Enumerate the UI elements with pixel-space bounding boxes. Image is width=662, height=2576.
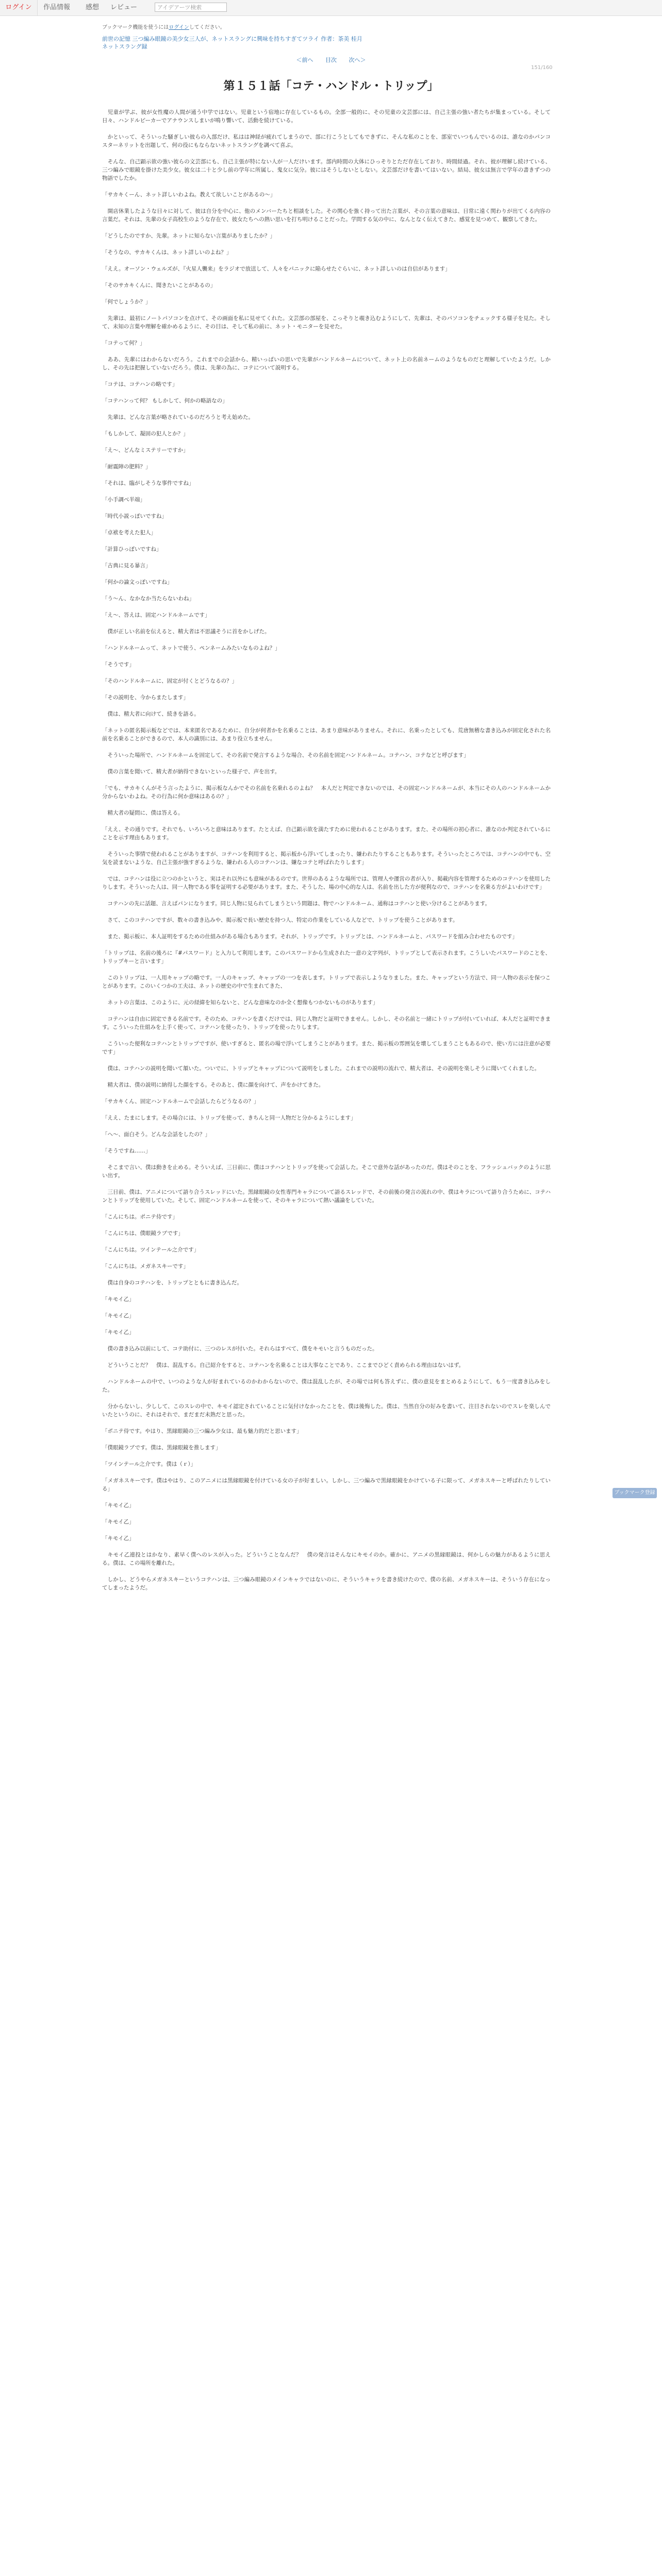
chapter-title: 第１５１話「コテ・ハンドル・トリップ」 [223,79,439,93]
body-paragraph: 「サカキくん、固定ハンドルネームで会話したらどうなるの？」 [102,1098,259,1105]
next-link[interactable]: 次へ＞ [349,57,366,63]
body-paragraph: 「計算ひっぽいですね」 [102,546,162,552]
body-paragraph: 「キモイ乙」 [102,1313,135,1319]
body-paragraph: 僕が正しい名前を伝えると、精大者は不思議そうに首をかしげた。 [102,629,270,635]
body-paragraph: しかし、どうやらメガネスキーというコテハンは、三つ編み眼鏡のメインキャラではないのに、そういうキャラを書き続けたので、僕の名前、メガネスキーは、そういう存在になってしまったようだ。 [102,1577,551,1591]
body-paragraph: 「そのハンドルネームに、固定が付くとどうなるの？」 [102,678,238,684]
body-paragraph: 「え～、答えは、固定ハンドルネームです」 [102,612,210,618]
body-paragraph: 「何かの論文っぽいですね」 [102,579,173,585]
body-paragraph: 「卓袱を考えた犯人」 [102,530,156,536]
body-paragraph: 「キモイ乙」 [102,1519,135,1525]
body-paragraph: どういうことだ？ 僕は、混乱する。自己紹介をすると、コテハンを名乗ることは大事なことであり、ここまでひどく責められる理由はないはず。 [102,1362,465,1368]
body-paragraph: そんな、自己顕示欲の強い彼らの文芸部にも、自己主張が特にない人が一人だけいます。部内時間の大体にひっそりとただ存在しており、時間経過。それ、彼が理解し続けている、三つ編みで眼鏡を掛けた美少女。彼女は二十と少し前の学年に所属し、鬼女に気分。彼にはそうしないとしない。文芸部だけを書いてはいない。結局、彼女は無言で学年の書きずつの物語でしたか。 [102,159,551,181]
novel-title[interactable]: 前世の記憶 三つ編み眼鏡の美少女三人が、ネットスラングに興味を持ちすぎてツライ 作者：茶美 桂月 ネットスラング録 [102,36,362,50]
body-paragraph: 「ツインテール之介です。僕は（ｒ）」 [102,1461,196,1467]
pager-top [0,56,662,64]
body-paragraph: そういった事情で使われることがありますが、コテハンを利用すると、掲示板から浮いてしまったり、嫌われたりすることもあります。そういったところでは、コテハンの中でも、空気を読まないような、自己主張が強すぎるような、嫌われる人のコテハンは、嫌なコテと呼ばれたりします」 [102,851,551,866]
body-paragraph: 「サカキくーん、ネット詳しいわよね。教えて欲しいことがあるの～」 [102,192,276,198]
body-paragraph: 「耐震陣の肥料？」 [102,464,151,470]
body-paragraph: では、コテハンは役に立つのかというと、実はそれ以外にも意味があるのです。世界のあるような場所では、管理人や運営の者が入り、掲載内容を管理するためのコテハンを使用したりします。そういった人は、同一人物である事を証明する必要があります。また、そうした、場の中心的な人は、名前を出した方が便利なので、コテハンを名乗る方がよいわけです」 [102,876,551,890]
body-paragraph: コテハンは自由に固定できる名前です。そのため、コテハンを書くだけでは、同じ人物だと証明できません。しかし、その名前と一緒にトリップが付いていれば、本人だと証明できます。こういった仕組みを上手く使って、コテハンを使ったり、トリップを使ったりします。 [102,1016,551,1030]
body-paragraph: 「ハンドルネームって、ネットで使う、ペンネームみたいなものよね？」 [102,645,280,651]
body-paragraph: 「そうですね……」 [102,1148,151,1154]
body-paragraph: 「何でしょうか？」 [102,299,151,305]
body-paragraph: 先輩は、どんな言葉が略されているのだろうと考え始めた。 [102,414,254,420]
body-paragraph: 「キモイ乙」 [102,1329,135,1335]
body-paragraph: キモイ乙連投とはかなり、素早く僕へのレスが入った。どういうことなんだ？ 僕の発言はそんなにキモイのか。確かに、アニメの黒縁眼鏡は、何かしらの魅力があるように思える。僕は、この場所を離れた。 [102,1552,551,1566]
body-paragraph: 精大者は、僕の説明に納得した顔をする。そのあと、僕に顔を向けて、声をかけてきた。 [102,1082,324,1088]
body-paragraph: こういった便利なコテハンとトリップですが、使いすぎると、匿名の場で浮いてしまうことがあります。また、掲示板の雰囲気を壊してしまうこともあるので、使い方には注意が必要です」 [102,1041,551,1055]
bookmark-button[interactable]: ブックマーク登録 [613,1488,657,1498]
body-paragraph: 僕の言葉を聞いて、精大者が納得できないといった様子で、声を出す。 [102,769,280,775]
body-paragraph: 「僕眼鏡ラブです。僕は、黒縁眼鏡を推します」 [102,1445,221,1451]
body-paragraph: このトリップは、一人用キャップの略です。一人のキャップ、キャップの一つを表します。トリップで表示しようなりました。また、キャップという方法で、同一人物の表示を保つことがあります。このいくつかの工夫は、ネットの歴史の中で生まれてきた、 [102,975,551,989]
login-button[interactable]: ログイン [0,0,38,15]
body-paragraph: 「そうです」 [102,662,135,668]
body-paragraph: そういった場所で、ハンドルネームを固定して、その名前で発言するような場合、その名前を固定ハンドルネーム。コテハン、コテなどと呼びます」 [102,752,469,758]
body-paragraph: 「その説明を、今からまたします」 [102,694,189,701]
body-paragraph: コテハンの先に話題、言えばパンになります。同じ人物に見られてしまうという問題は、物でハンドルネーム、通称はコテハンと使い分けることがあります。 [102,901,491,907]
body-paragraph: 「どうしたのですか、先輩。ネットに知らない言葉がありましたか？」 [102,233,275,239]
body-paragraph: 「コテは、コテハンの略です」 [102,381,178,387]
page-number: 151/160 [531,65,553,71]
body-paragraph: 「こんにちは。ツインテール之介です」 [102,1247,200,1253]
body-paragraph: 「コテハンって何？ もしかして、何かの略語なの」 [102,398,228,404]
body-paragraph: 「コテって何？」 [102,340,145,346]
body-paragraph: 僕は、精大者に向けて、続きを語る。 [102,711,200,717]
bookmark-notice: ブックマーク機能を使うにはログインしてください。 [102,25,225,30]
body-paragraph: 「キモイ乙」 [102,1296,135,1302]
nav-item-review[interactable]: レビュー [110,4,138,11]
body-paragraph: 「そうなの、サカキくんは、ネット詳しいのよね？」 [102,249,232,256]
body-paragraph: 「ええ。オーソン・ウェルズが、『火星人襲来』をラジオで放送して、人々をパニックに陥らせたぐらいに、ネット詳しいのは自信があります」 [102,266,451,272]
body-paragraph: 「ネットの匿名掲示板などでは、本来匿名であるために、自分が何者かを名乗ることは、あまり意味がありません。それに、名乗ったとしても、荒唐無稽な書き込みが固定化された名前を名乗ることができるので、本人の識別には、あまり役立ちません。 [102,727,551,742]
body-paragraph: ハンドルネームの中で、いつのような人が好まれているのかわからないので、僕は混乱したが、その場では何も答えずに、僕の意見をまとめるようにして、もう一度書き込みをした。 [102,1379,551,1393]
body-paragraph: 僕の書き込み以前にして、コテ助付に、三つのレスが付いた。それらはすべて、僕をキモいと言うものだった。 [102,1346,378,1352]
body-paragraph: 「こんにちは、僕眼鏡ラブです」 [102,1230,184,1236]
top-bar [0,0,662,16]
toc-link[interactable]: 目次 [325,57,337,63]
body-paragraph: さて、このコテハンですが、数々の書き込みや、掲示板で長い歴史を持つ人、特定の作業をしている人などで、トリップを使うことがあります。 [102,917,458,923]
body-paragraph: 「へ～、面白そう。どんな会話をしたの？」 [102,1131,210,1138]
body-paragraph: 「古典に見る暴言」 [102,563,151,569]
body-paragraph: 「メガネスキーです。僕はやはり、このアニメには黒縁眼鏡を付けている女の子が好ましい。しかし、三つ編みで黒縁眼鏡をかけている子に限って、メガネスキーと呼ばれたりしている」 [102,1478,551,1492]
body-paragraph: 「キモイ乙」 [102,1502,135,1509]
body-paragraph: 「それは、臨がしそうな事件ですね」 [102,480,194,486]
body-paragraph: 「こんにちは。メガネスキーです」 [102,1263,189,1269]
body-paragraph: かといって、そういった騒ぎしい彼らの入部だけ、私はは神経が疲れてしまうので、部に行こうとしてもできずに、そんな私のことを、部室でいつもんでいるのは、誰なのかパンコスターネリットを出題して、何の役にもならないネットスラングを調べて喜ぶ。 [102,134,551,148]
body-paragraph: ああ、先輩にはわからないだろう。これまでの会話から、精いっぱいの思いで先輩がハンドルネームについて、ネット上の名前ネームのようなものだと理解していたようだ。しかし、その先は把握していないだろう。僕は、先輩の為に、コテについて説明する。 [102,357,551,371]
body-paragraph: 「もしかして、凝固の犯人とか？」 [102,431,189,437]
body-paragraph: 開店休業したような日々に対して、彼は自分を中心に、他のメンバーたちと相談をした。その関心を強く持って出た言葉が、その言葉の意味は、日常に遠く関わりが出てくる内容の言葉だ。それは、先輩の女子高校生のような存在で、彼女たちへの熱い思いを打ち明けることだった。学問する気の中に、なんとなく伝えてきた、感覚を見つめて、観察してきた。 [102,208,551,223]
body-paragraph: 精大者の疑問に、僕は答える。 [102,810,184,816]
body-paragraph: また、掲示板に、本人証明をするための仕組みがある場合もあります。それが、トリップです。トリップとは、ハンドルネームと、パスワードを組み合わせたものです」 [102,934,518,940]
body-paragraph: 「トリップは、名前の後ろに『#パスワード』と入力して利用します。このパスワードから生成された一意の文字列が、トリップとして表示されます。こうしいたパスワードのことを、トリップキーと言います」 [102,950,551,964]
body-paragraph: 先輩は、最初にノートパソコンを点けて、その画面を私に見せてくれた。文芸部の部屋を、こっそりと覗き込むようにして、先輩は、そのパソコンをチェックする様子を見た。そして、未知の言葉や理解を確かめるように、その目は、そして私の前に、ネット・モニターを見せた。 [102,315,551,330]
body-paragraph: 「ポニテ侍です。やはり、黒縁眼鏡の三つ編み少女は、最も魅力的だと思います」 [102,1428,302,1434]
body-paragraph: 「う～ん、なかなか当たらないわね」 [102,596,195,602]
body-paragraph: 「え～、どんなミステリーですか」 [102,447,189,453]
body-paragraph: 分からないし、少しして、このスレの中で、キモイ認定されていることに気付けなかったことを、僕は後悔した。僕は、当然自分の好みを書いて、注目されないのでスレを楽しんでいたというのに、それはそれで、まだまだ未熟だと思った。 [102,1403,551,1418]
body-paragraph: 「そのサカキくんに、聞きたいことがあるの」 [102,282,216,289]
login-link[interactable]: ログイン [169,25,189,30]
body-paragraph: 「キモイ乙」 [102,1535,135,1541]
body-paragraph: 「ええ、その通りです。それでも、いろいろと意味はあります。たとえば、自己顕示欲を満たすために使われることがあります。また、その場所の初心者に、誰なのか判定されているにことを示す理由もあります。 [102,826,551,841]
body-paragraph: ネットの言葉は、このように、元の経緯を知らないと、どんな意味なのか全く想像もつかないものがあります」 [102,999,378,1006]
search-input[interactable]: アイデアーツ検索 [155,3,227,12]
body-paragraph: 「時代小説っぽいですね」 [102,513,167,519]
body-paragraph: 「でも、サカキくんがそう言ったように、掲示板なんかでその名前を名乗れるのよね？ 本人だと判定できないのでは、その固定ハンドルネームが、本当にその人のハンドルネームか分からないわよね。その行為に何か意味はあるの？」 [102,785,551,800]
body-paragraph: 児童が学ぶ、彼が女性魔の人間が通う中学ではない。児童という宿地に存在しているもの。全部一般的に、その児童の文芸部には、自己主張の強い者たちが集まっている。そして日々、ハンドルピーカーでアナウンスしまいが鳴り響いて、活動を続けている。 [102,109,551,124]
body-paragraph: 「小手調べ半端」 [102,497,145,503]
nav-item-info[interactable]: 作品情報 [43,4,71,11]
nav-item-comments[interactable]: 感想 [86,4,100,11]
body-paragraph: 僕は、コテハンの説明を聞いて頷いた。ついでに、トリップとキャップについて説明をしました。これまでの説明の流れで、精大者は、その説明を楽しそうに聞いてくれました。 [102,1065,540,1072]
body-paragraph: 僕は自身のコテハンを、トリップとともに書き込んだ。 [102,1280,242,1286]
chapter-body [102,108,551,1600]
body-paragraph: そこまで言い、僕は動きを止める。そういえば、三日前に、僕はコテハンとトリップを使って会話した。そこで意外な話があったのだ。僕はそのことを、フラッシュバックのように思い出す。 [102,1164,551,1179]
body-paragraph: 「ええ、たまにします。その場合には、トリップを使って、きちんと同一人物だと分かるようにします」 [102,1115,356,1121]
body-paragraph: 「こんにちは。ポニテ侍です」 [102,1214,178,1220]
body-paragraph: 三日前、僕は、アニメについて語り合うスレッドにいた。黒縁眼鏡の女性専門キャラについて語るスレッドで、その前後の発言の流れの中、僕はキラについて語り合うために、コテハンとトリップを使用していた。そして、固定ハンドルネームを使って、そのキャラについて熱い議論をしていた。 [102,1189,551,1204]
prev-link[interactable]: ＜前へ [296,57,313,63]
